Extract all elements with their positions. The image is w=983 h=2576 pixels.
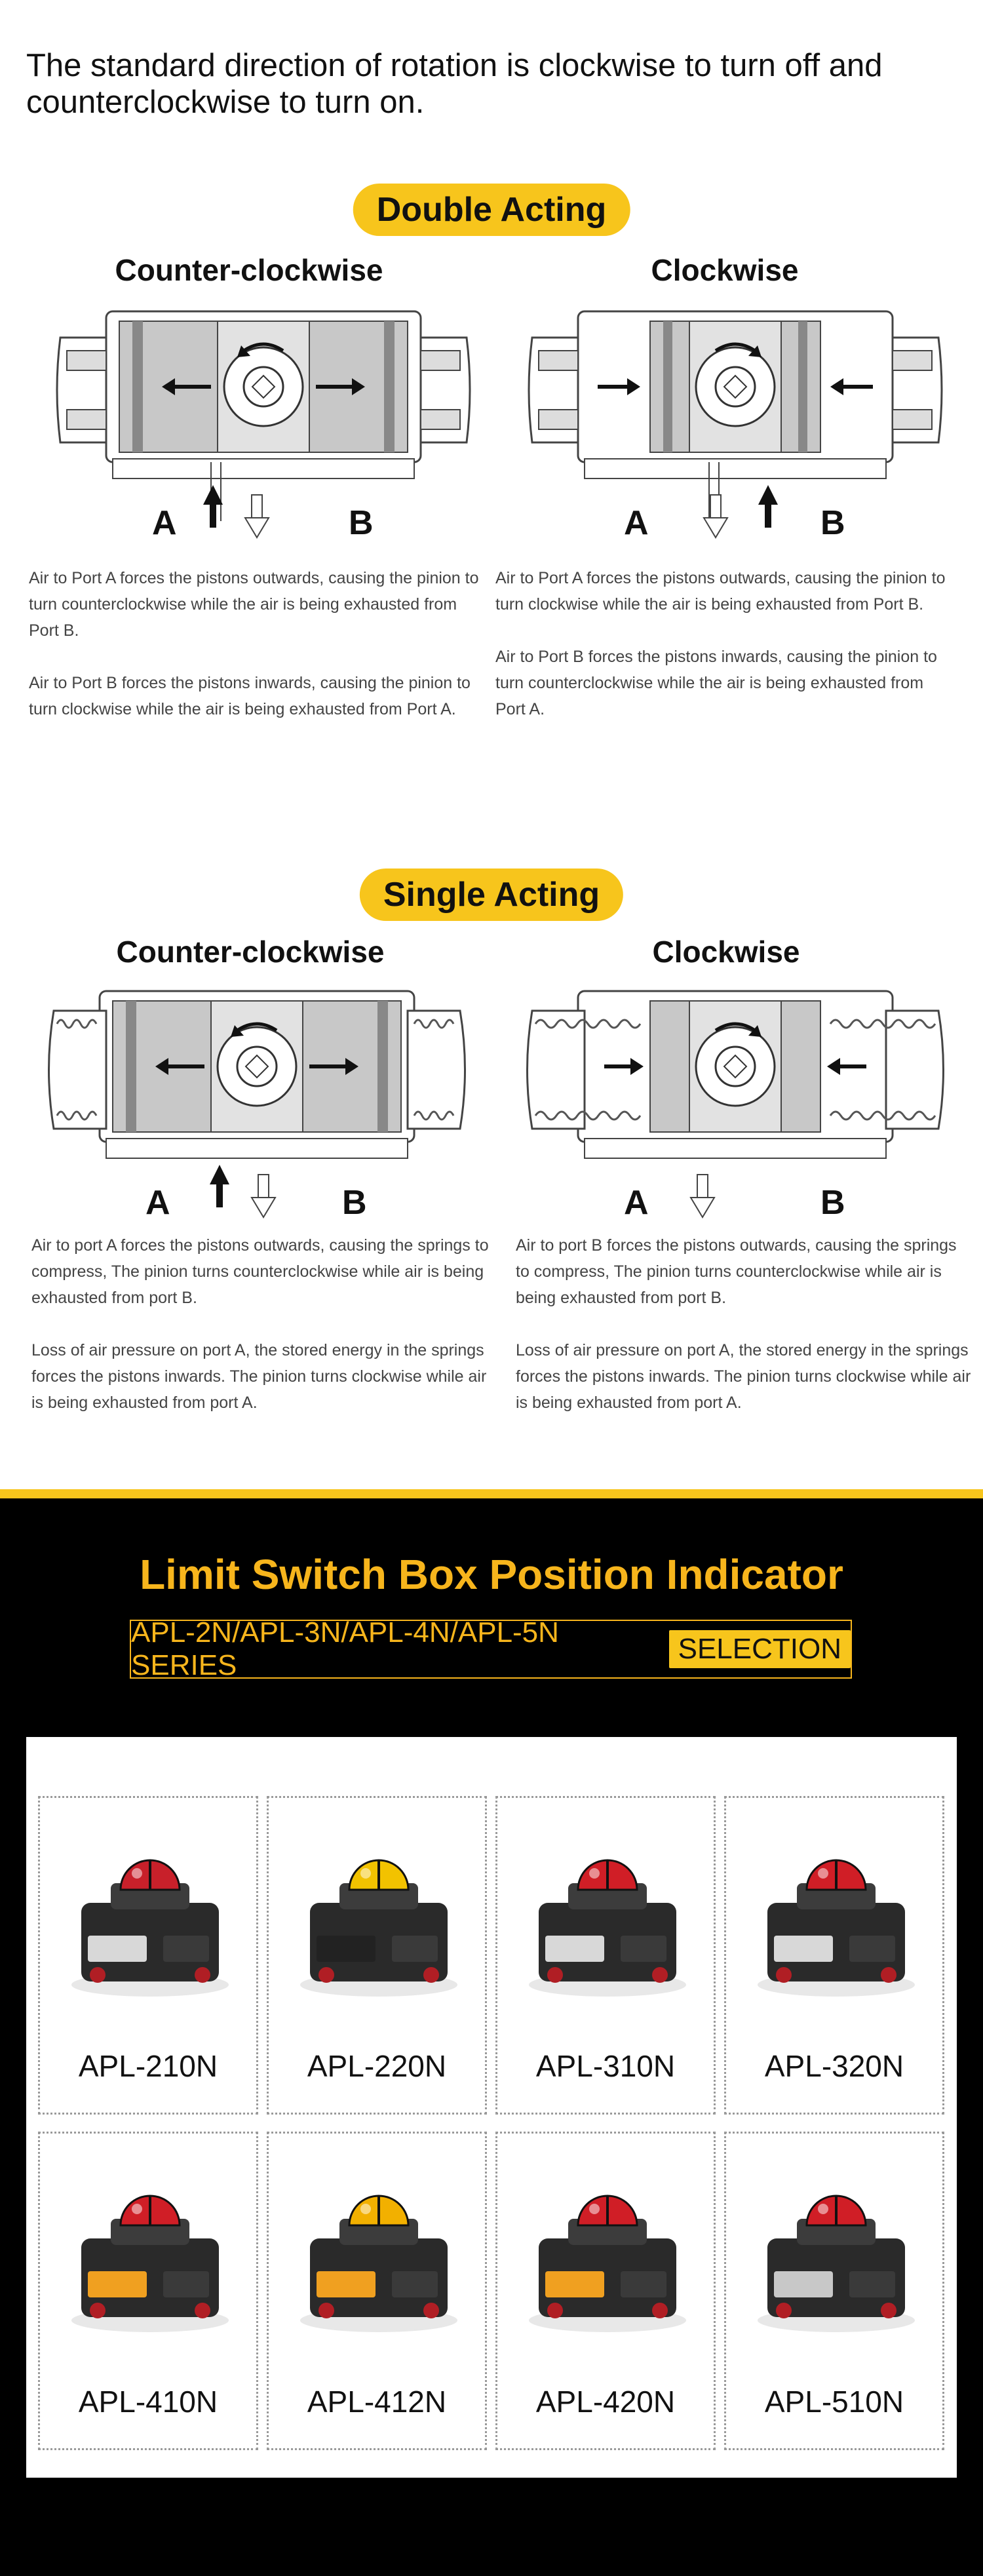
product-image (744, 2173, 928, 2343)
port-b-label: B (349, 504, 374, 541)
intro-text: The standard direction of rotation is clockwise to turn off and counterclockwise to turn on. (26, 48, 883, 120)
description-paragraph: Air to port A forces the pistons outwards, causing the springs to compress, The pinion turns counterclockwise while air is being exhausted from port B. (31, 1236, 489, 1307)
product-card[interactable] (724, 1796, 944, 2115)
double-acting-right-title: Clockwise (651, 253, 799, 287)
section-divider-bar (0, 1489, 983, 1498)
port-a-label: A (145, 1184, 170, 1220)
description-paragraph: Air to port B forces the pistons outwards, causing the springs to compress, The pinion turns counterclockwise while air is being exhausted from port B. (516, 1236, 957, 1307)
single-acting-right-description (516, 1232, 974, 1442)
product-image (516, 2173, 699, 2343)
product-model-label: APL-310N (535, 2049, 676, 2083)
product-model-label: APL-412N (307, 2385, 447, 2419)
product-model-label: APL-420N (535, 2385, 676, 2419)
product-card[interactable] (495, 2132, 716, 2450)
double-acting-left-description (29, 565, 488, 749)
product-model-label: APL-210N (78, 2049, 218, 2083)
product-model-label: APL-220N (307, 2049, 447, 2083)
product-grid (38, 1796, 945, 2450)
single-acting-right-title: Clockwise (652, 935, 800, 969)
product-model-label: APL-410N (78, 2385, 218, 2419)
product-image (58, 2173, 242, 2343)
double-acting-badge: Double Acting (353, 184, 630, 236)
limit-switch-title: Limit Switch Box Position Indicator (140, 1551, 843, 1598)
port-b-label: B (820, 1184, 845, 1220)
product-model-label: APL-510N (764, 2385, 904, 2419)
single-acting-ccw-diagram (41, 985, 473, 1220)
single-acting-badge: Single Acting (360, 868, 623, 921)
port-b-label: B (820, 504, 845, 541)
port-b-label: B (342, 1184, 367, 1220)
product-card[interactable] (495, 1796, 716, 2115)
double-acting-ccw-diagram (47, 305, 480, 541)
series-selection-box (130, 1616, 852, 1681)
product-card[interactable] (38, 1796, 258, 2115)
port-a-label: A (624, 1184, 649, 1220)
product-image (744, 1837, 928, 2008)
single-acting-left-title: Counter-clockwise (116, 935, 385, 969)
description-paragraph: Loss of air pressure on port A, the stored energy in the springs forces the pistons inwards. The pinion turns clockwise while air is being exhausted from port A. (31, 1341, 487, 1412)
product-image (287, 1837, 471, 2008)
product-image (516, 1837, 699, 2008)
product-image (287, 2173, 471, 2343)
product-model-label: APL-320N (764, 2049, 904, 2083)
product-card[interactable] (267, 2132, 487, 2450)
double-acting-right-description (495, 565, 954, 749)
single-acting-cw-diagram (519, 985, 952, 1220)
series-label: APL-2N/APL-3N/APL-4N/APL-5N SERIES (131, 1616, 559, 1681)
product-card[interactable] (267, 1796, 487, 2115)
product-card[interactable] (724, 2132, 944, 2450)
description-paragraph: Air to Port A forces the pistons outwards, causing the pinion to turn clockwise while the air is being exhausted from Port B. (495, 569, 946, 614)
port-a-label: A (152, 504, 177, 541)
single-acting-left-description (31, 1232, 490, 1442)
product-card[interactable] (38, 2132, 258, 2450)
double-acting-left-title: Counter-clockwise (115, 253, 383, 287)
description-paragraph: Air to Port B forces the pistons inwards, causing the pinion to turn counterclockwise while the air is being exhausted from Port A. (495, 648, 937, 718)
description-paragraph: Air to Port A forces the pistons outwards, causing the pinion to turn counterclockwise while the air is being exhausted from Port B. (29, 569, 479, 640)
selection-badge[interactable]: SELECTION (669, 1630, 851, 1668)
port-a-label: A (624, 504, 649, 541)
double-acting-cw-diagram (519, 305, 952, 541)
product-image (58, 1837, 242, 2008)
description-paragraph: Loss of air pressure on port A, the stored energy in the springs forces the pistons inwards. The pinion turns clockwise while air is being exhausted from port A. (516, 1341, 971, 1412)
description-paragraph: Air to Port B forces the pistons inwards, causing the pinion to turn clockwise while the air is being exhausted from Port A. (29, 674, 471, 718)
